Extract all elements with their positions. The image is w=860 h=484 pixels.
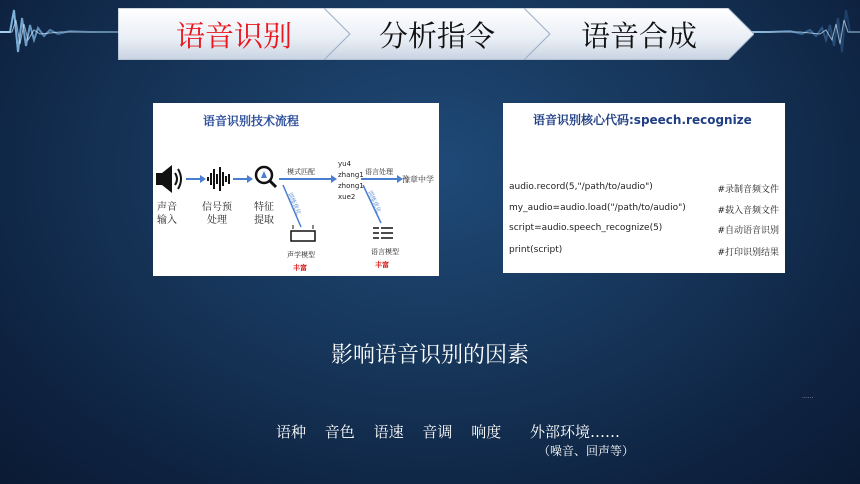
pinyin-1: yu4 — [338, 160, 352, 168]
code-comment-4: #打印识别结果 — [717, 248, 779, 258]
language-model-icon — [373, 228, 393, 238]
recognition-flow-card — [153, 103, 439, 276]
code-comment-2: #载入音频文件 — [717, 206, 779, 216]
code-line-1: audio.record(5,"/path/to/audio") — [509, 182, 653, 192]
pinyin-2: zhang1 — [338, 171, 364, 179]
factor-environment: 外部环境…… — [529, 423, 620, 441]
factor-timbre: 音色 — [324, 423, 355, 441]
core-code-card — [503, 103, 785, 273]
factor-loudness: 响度 — [471, 423, 502, 441]
card-title: 语音识别技术流程 — [203, 114, 300, 128]
nav-step-label: 分析指令 — [378, 18, 495, 53]
language-rich-label: 丰富 — [375, 261, 389, 269]
pinyin-3: zhong1 — [338, 182, 364, 190]
magnifier-icon — [256, 167, 276, 187]
pinyin-4: xue2 — [338, 193, 356, 201]
nav-step-speech-recognition[interactable] — [118, 8, 350, 60]
factor-speed: 语速 — [373, 423, 404, 441]
code-comment-3: #自动语音识别 — [717, 226, 779, 236]
acoustic-model-icon — [291, 225, 315, 241]
language-model-label: 语言模型 — [371, 248, 399, 256]
process-nav — [118, 8, 754, 60]
mode-match-label: 模式匹配 — [287, 168, 315, 176]
code-line-4: print(script) — [509, 245, 563, 255]
card-title: 语音识别核心代码:speech.recognize — [533, 113, 752, 127]
waveform-icon — [208, 167, 229, 191]
code-comment-1: #录制音频文件 — [717, 185, 779, 195]
step-signal-preprocess: 信号预 处理 — [202, 202, 232, 226]
speaker-icon — [156, 165, 181, 193]
acoustic-rich-label: 丰富 — [293, 264, 307, 272]
step-feature-extraction: 特征 提取 — [254, 202, 274, 226]
step-sound-input: 声音 输入 — [157, 202, 177, 226]
decorative-dots: ...... — [802, 393, 814, 400]
waveform-decoration-left — [0, 0, 130, 62]
nav-step-speech-synthesis[interactable] — [524, 8, 754, 60]
code-line-3: script=audio.speech_recognize(5) — [509, 223, 663, 233]
code-line-2: my_audio=audio.load("/path/to/audio") — [509, 203, 686, 213]
nav-step-label: 语音合成 — [580, 18, 697, 53]
factor-tone: 音调 — [422, 423, 453, 441]
acoustic-model-label: 声学模型 — [287, 251, 315, 259]
language-processing-label: 语言处理 — [365, 168, 393, 176]
nav-step-analyze-command[interactable] — [324, 8, 550, 60]
nav-step-label: 语音识别 — [175, 18, 292, 53]
training-label-right: 训练优化 — [366, 189, 383, 215]
training-label-left: 训练优化 — [286, 191, 303, 217]
factors-note: （噪音、回声等） — [538, 444, 635, 458]
factor-language: 语种 — [276, 423, 307, 441]
main-title: 影响语音识别的因素 — [330, 343, 529, 368]
factors-list — [276, 421, 634, 442]
output-text: 豫章中学 — [402, 175, 434, 184]
